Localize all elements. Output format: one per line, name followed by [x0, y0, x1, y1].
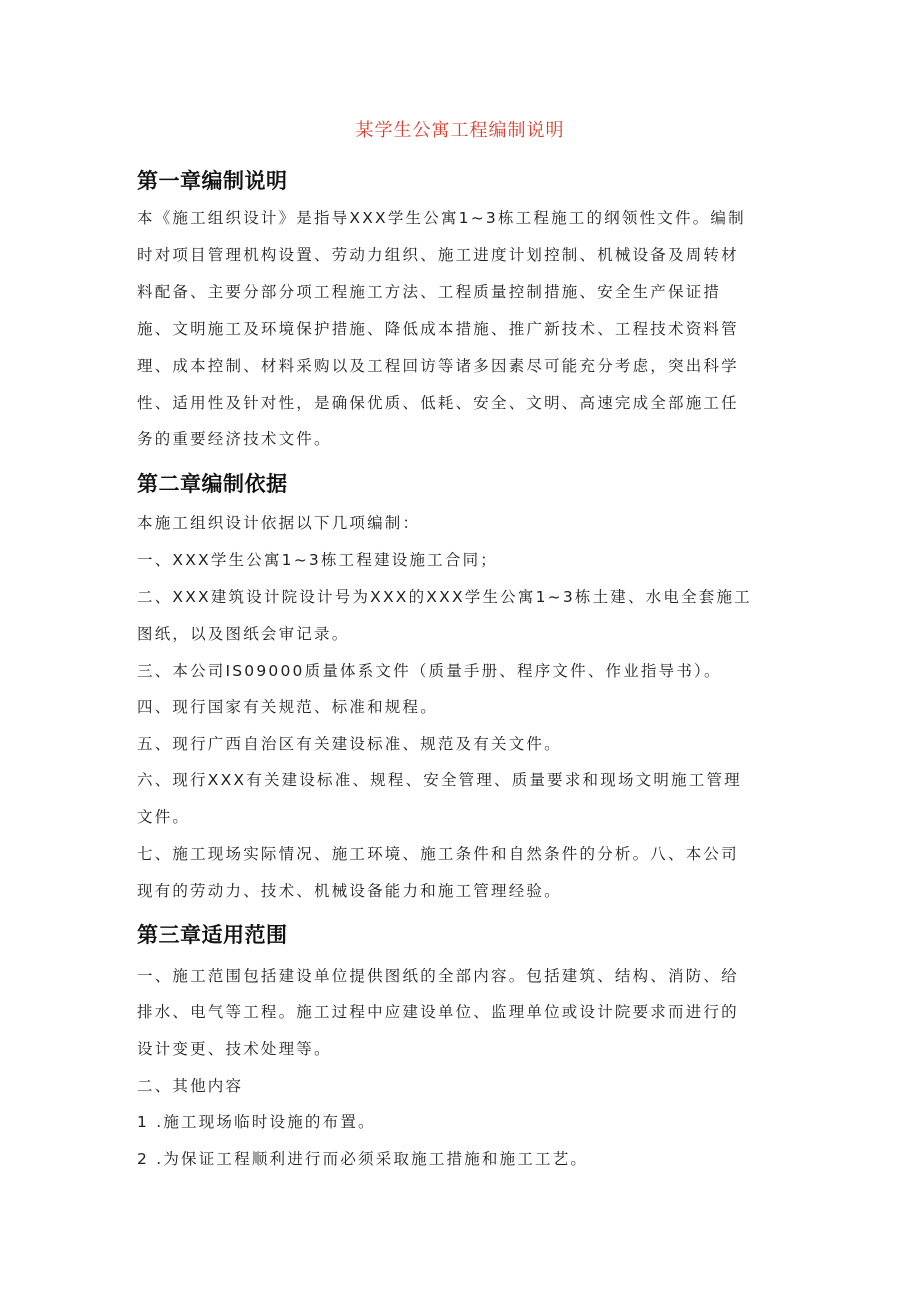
chapter3-line-1: 一、施工范围包括建设单位提供图纸的全部内容。包括建筑、结构、消防、给	[137, 967, 739, 985]
chapter3-heading: 第三章适用范围	[137, 923, 288, 947]
chapter3-line-4: 二、其他内容	[137, 1077, 244, 1095]
chapter2-item-7: 七、施工现场实际情况、施工环境、施工条件和自然条件的分析。八、本公司	[137, 845, 739, 863]
chapter3-list-item-2: 2 .为保证工程顺利进行而必须采取施工措施和施工工艺。	[137, 1150, 589, 1168]
chapter1-line-5: 理、成本控制、材料采购以及工程回访等诸多因素尽可能充分考虑，突出科学	[137, 357, 739, 375]
chapter3-line-2: 排水、电气等工程。施工过程中应建设单位、监理单位或设计院要求而进行的	[137, 1003, 739, 1021]
chapter2-item-2-cont: 图纸，以及图纸会审记录。	[137, 625, 350, 643]
chapter2-item-5: 五、现行广西自治区有关建设标准、规范及有关文件。	[137, 735, 562, 753]
chapter1-line-2: 时对项目管理机构设置、劳动力组织、施工进度计划控制、机械设备及周转材	[137, 246, 739, 264]
chapter2-item-1: 一、XXX学生公寓1~3栋工程建设施工合同；	[137, 551, 498, 569]
chapter2-item-3: 三、本公司IS09000质量体系文件（质量手册、程序文件、作业指导书）。	[137, 662, 722, 680]
chapter1-line-7: 务的重要经济技术文件。	[137, 430, 332, 448]
chapter1-line-4: 施、文明施工及环境保护措施、降低成本措施、推广新技术、工程技术资料管	[137, 320, 739, 338]
chapter2-item-6-cont: 文件。	[137, 808, 191, 826]
chapter3-line-3: 设计变更、技术处理等。	[137, 1040, 332, 1058]
chapter2-item-6: 六、现行XXX有关建设标准、规程、安全管理、质量要求和现场文明施工管理	[137, 771, 742, 789]
chapter2-item-4: 四、现行国家有关规范、标准和规程。	[137, 698, 438, 716]
chapter1-line-6: 性、适用性及针对性，是确保优质、低耗、安全、文明、高速完成全部施工任	[137, 394, 739, 412]
document-title: 某学生公寓工程编制说明	[355, 120, 565, 141]
chapter1-heading: 第一章编制说明	[137, 169, 288, 193]
chapter3-list-item-1: 1 .施工现场临时设施的布置。	[137, 1113, 376, 1131]
chapter1-line-3: 料配备、主要分部分项工程施工方法、工程质量控制措施、安全生产保证措	[137, 283, 722, 301]
chapter2-item-2: 二、XXX建筑设计院设计号为XXX的XXX学生公寓1~3栋土建、水电全套施工	[137, 588, 752, 606]
chapter1-line-1: 本《施工组织设计》是指导XXX学生公寓1~3栋工程施工的纲领性文件。编制	[137, 209, 746, 227]
chapter2-heading: 第二章编制依据	[137, 472, 288, 496]
chapter2-item-7-cont: 现有的劳动力、技术、机械设备能力和施工管理经验。	[137, 882, 562, 900]
chapter2-intro: 本施工组织设计依据以下几项编制：	[137, 514, 421, 532]
